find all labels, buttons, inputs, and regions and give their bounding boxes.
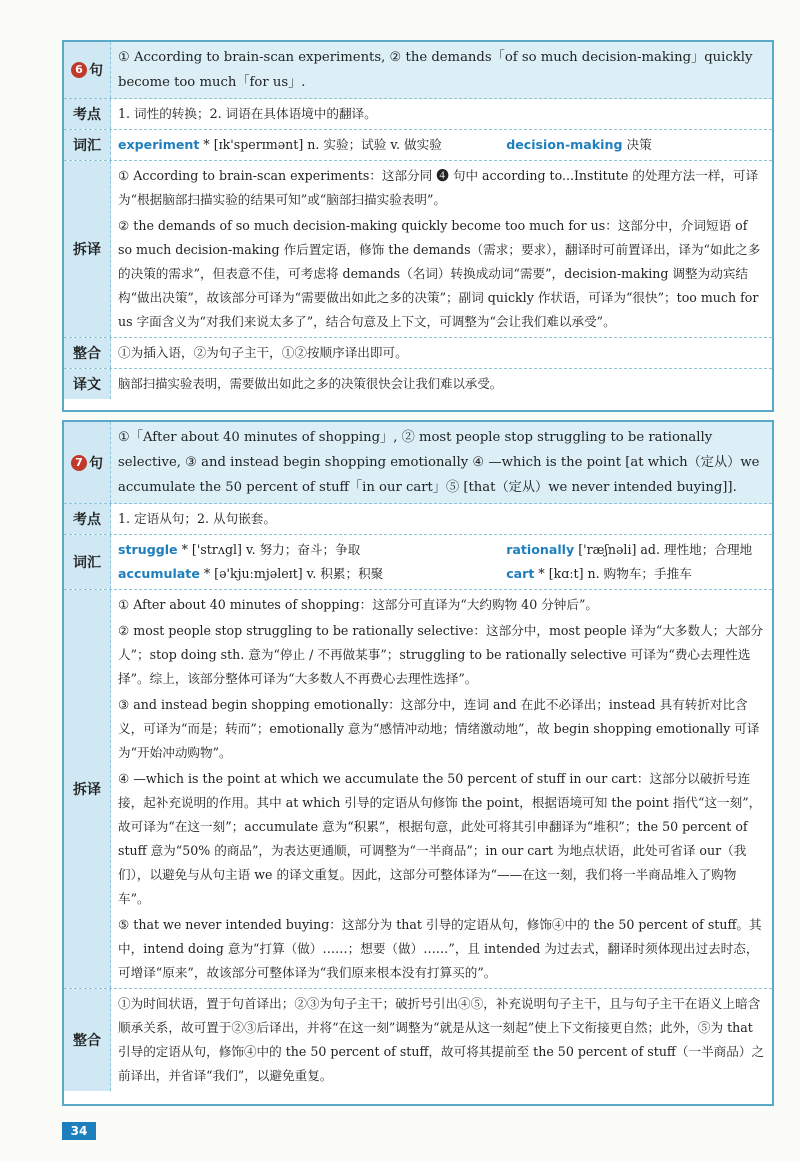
- vocab-item: [118, 562, 506, 586]
- vocab-item: [506, 133, 765, 157]
- analysis-card-sentence-6: [62, 40, 774, 412]
- chaiyi-label: 拆译: [64, 161, 111, 337]
- vocab-row: [64, 535, 772, 590]
- vocab-definition: * [kɑːt] n. 购物车；手推车: [538, 566, 692, 581]
- kaodian-row: [64, 99, 772, 130]
- chaiyi-paragraph: ③ and instead begin shopping emotionally：这部分中，连词 and 在此不必译出；instead 具有转折对比含义，可译为“而是；转而”；emotionally 意为“感情冲动地；情绪激动地”，故 begin shopping emotionally 可译为“开始冲动购物”。: [118, 697, 760, 760]
- page-number: 34: [62, 1122, 96, 1140]
- zhenghe-row: [64, 989, 772, 1091]
- kaodian-text: 1. 词性的转换；2. 词语在具体语境中的翻译。: [118, 106, 377, 121]
- zhenghe-text: ①为时间状语，置于句首译出；②③为句子主干；破折号引出④⑤，补充说明句子主干，且与句子主干在语义上暗含顺承关系，故可置于②③后译出，并将“在这一刻”调整为“就是从这一刻起”使上下文衔接更自然；此外，⑤为 that 引导的定语从句，修饰④中的 the 50 percent of stuff，故可将其提前至 the 50 percent of stuff（一半商品）之前译出，并省译“我们”，以避免重复。: [118, 996, 765, 1083]
- vocab-word: cart: [506, 566, 535, 581]
- zhenghe-text: ①为插入语，②为句子主干，①②按顺序译出即可。: [118, 345, 408, 360]
- chaiyi-row: [64, 590, 772, 989]
- vocab-row: [64, 130, 772, 161]
- yiwen-text: 脑部扫描实验表明，需要做出如此之多的决策很快会让我们难以承受。: [118, 376, 503, 391]
- vocab-word: decision-making: [506, 137, 623, 152]
- vocab-definition: * ['strʌgl] v. 努力；奋斗；争取: [181, 542, 361, 557]
- vocab-word: experiment: [118, 137, 200, 152]
- chaiyi-paragraph: ① According to brain-scan experiments：这部分同 ❹ 句中 according to...Institute 的处理方法一样，可译为“根据脑部扫描实验的结果可知”或“脑部扫描实验表明”。: [118, 168, 759, 207]
- sentence-label: 7 句: [64, 422, 111, 503]
- kaodian-label: 考点: [64, 504, 111, 534]
- chaiyi-paragraph: ① After about 40 minutes of shopping：这部分可直译为“大约购物 40 分钟后”。: [118, 597, 599, 612]
- yiwen-label: 译文: [64, 369, 111, 399]
- sentence-row: [64, 422, 772, 504]
- zhenghe-label: 整合: [64, 338, 111, 368]
- sentence-row: [64, 42, 772, 99]
- vocab-item: [506, 562, 765, 586]
- vocab-definition: * [ɪk'sperɪmənt] n. 实验；试验 v. 做实验: [203, 137, 442, 152]
- chaiyi-paragraph: ② most people stop struggling to be rationally selective：这部分中，most people 译为“大多数人；大部分人”；stop doing sth. 意为“停止 / 不再做某事”；struggling to be rationally selective 可译为“费心去理性选择”。综上，该部分整体可译为“大多数人不再费心去理性选择”。: [118, 623, 764, 686]
- vocab-item: [118, 538, 506, 562]
- sentence-number-badge: 6: [71, 62, 87, 78]
- vocab-definition: ['ræʃnəli] ad. 理性地；合理地: [578, 542, 753, 557]
- vocab-definition: 决策: [626, 137, 652, 152]
- vocab-label: 词汇: [64, 535, 111, 589]
- chaiyi-paragraph: ② the demands of so much decision-making quickly become too much for us：这部分中，介词短语 of so much decision-making 作后置定语，修饰 the demands（需求；要求），翻译时可前置译出，译为“如此之多的决策的需求”，但表意不佳，可考虑将 demands（名词）转换成动词“需要”，decision-making 调整为动宾结构“做出决策”，故该部分可译为“需要做出如此之多的决策”；副词 quickly 作状语，可译为“很快”；too much for us 字面含义为“对我们来说太多了”，结合句意及上下文，可调整为“会让我们难以承受”。: [118, 218, 761, 329]
- kaodian-text: 1. 定语从句；2. 从句嵌套。: [118, 511, 276, 526]
- zhenghe-row: [64, 338, 772, 369]
- kaodian-row: [64, 504, 772, 535]
- vocab-word: accumulate: [118, 566, 200, 581]
- zhenghe-label: 整合: [64, 989, 111, 1091]
- vocab-word: struggle: [118, 542, 178, 557]
- vocab-item: [506, 538, 765, 562]
- chaiyi-label: 拆译: [64, 590, 111, 988]
- analysis-card-sentence-7: [62, 420, 774, 1106]
- vocab-item: [118, 133, 506, 157]
- sentence-number-badge: 7: [71, 455, 87, 471]
- chaiyi-row: [64, 161, 772, 338]
- chaiyi-paragraph: ④ —which is the point at which we accumulate the 50 percent of stuff in our cart：这部分以破折号连接，起补充说明的作用。其中 at which 引导的定语从句修饰 the point，根据语境可知 the point 指代“这一刻”，故可译为“在这一刻”；accumulate 意为“积累”，根据句意，此处可将其引申翻译为“堆积”；the 50 percent of stuff 意为“50% 的商品”，为表达更通顺，可调整为“一半商品”；in our cart 为地点状语，此处可省译 our（我们），以避免与从句主语 we 的译文重复。因此，这部分可整体译为“——在这一刻，我们将一半商品堆入了购物车”。: [118, 771, 762, 906]
- sentence-label: 6 句: [64, 42, 111, 98]
- chaiyi-paragraph: ⑤ that we never intended buying：这部分为 that 引导的定语从句，修饰④中的 the 50 percent of stuff。其中，intend doing 意为“打算（做）……；想要（做）……”，且 intended 为过去式，翻译时须体现出过去时态，可增译“原来”，故该部分可整体译为“我们原来根本没有打算买的”。: [118, 917, 762, 980]
- kaodian-label: 考点: [64, 99, 111, 129]
- vocab-word: rationally: [506, 542, 575, 557]
- sentence-text: ① According to brain-scan experiments, ② the demands「of so much decision-making」quickly become too much「for us」.: [118, 50, 753, 90]
- vocab-label: 词汇: [64, 130, 111, 160]
- sentence-text: ①「After about 40 minutes of shopping」, ② most people stop struggling to be rationally selective, ③ and instead begin shopping emotionally ④ —which is the point [at which（定从）we accumulate the 50 percent of stuff「in our cart」⑤ [that（定从）we never intended buying]].: [118, 430, 760, 495]
- vocab-definition: * [ə'kjuːmjəleɪt] v. 积累；积聚: [203, 566, 384, 581]
- yiwen-row: [64, 369, 772, 399]
